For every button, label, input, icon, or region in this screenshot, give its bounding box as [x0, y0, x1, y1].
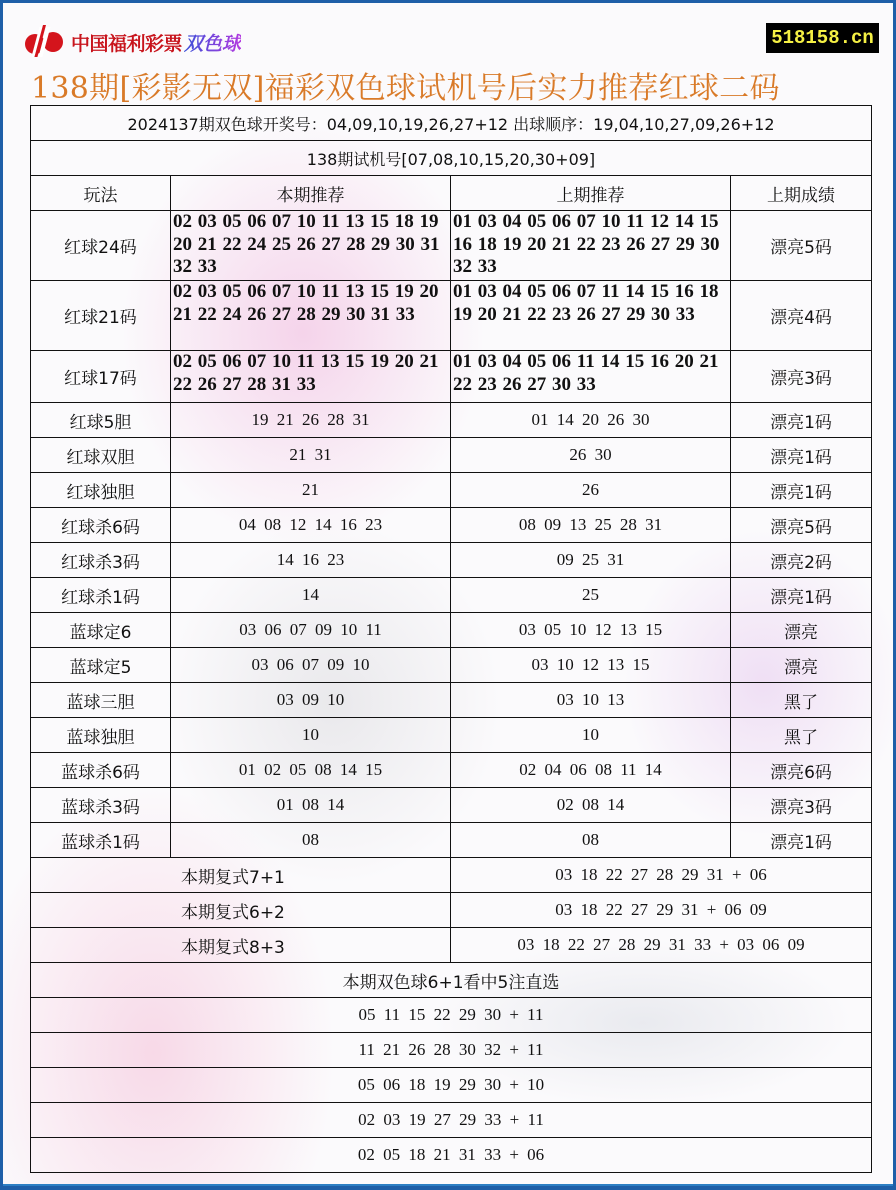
previous-numbers: 02 04 06 08 11 14: [451, 753, 731, 788]
site-badge[interactable]: 518158.cn: [766, 23, 879, 53]
column-header-current: 本期推荐: [171, 176, 451, 211]
current-numbers: 03 06 07 09 10 11: [171, 613, 451, 648]
table-row: [31, 718, 872, 753]
play-type: 红球17码: [31, 351, 171, 403]
pick-numbers: 05 06 18 19 29 30 + 10: [31, 1068, 872, 1103]
previous-numbers: 25: [451, 578, 731, 613]
lottery-logo: [23, 25, 241, 59]
compound-label: 本期复式6+2: [31, 893, 451, 928]
play-type: 红球杀6码: [31, 508, 171, 543]
previous-numbers: 01 03 04 05 06 07 11 14 15 16 18 19 20 21 22 23 26 27 29 30 33: [451, 281, 731, 351]
current-numbers: 21 31: [171, 438, 451, 473]
current-numbers: 21: [171, 473, 451, 508]
column-header-result: 上期成绩: [731, 176, 872, 211]
previous-numbers: 01 03 04 05 06 07 10 11 12 14 15 16 18 19 20 21 22 23 26 27 29 30 32 33: [451, 211, 731, 281]
previous-result: 漂亮3码: [731, 788, 872, 823]
table-row: [31, 753, 872, 788]
previous-numbers: 03 10 13: [451, 683, 731, 718]
column-header-play: 玩法: [31, 176, 171, 211]
draw-info: 2024137期双色球开奖号：04,09,10,19,26,27+12 出球顺序：19,04,10,27,09,26+12: [31, 106, 872, 141]
previous-result: 漂亮5码: [731, 211, 872, 281]
cwl-logo-icon: [23, 25, 67, 59]
table-row: [31, 613, 872, 648]
current-numbers: 02 03 05 06 07 10 11 13 15 18 19 20 21 22 24 25 26 27 28 29 30 31 32 33: [171, 211, 451, 281]
pick-numbers: 05 11 15 22 29 30 + 11: [31, 998, 872, 1033]
compound-row: [31, 858, 872, 893]
previous-result: 漂亮1码: [731, 578, 872, 613]
compound-numbers: 03 18 22 27 29 31 + 06 09: [451, 893, 872, 928]
current-numbers: 03 06 07 09 10: [171, 648, 451, 683]
previous-result: 漂亮5码: [731, 508, 872, 543]
table-row: [31, 351, 872, 403]
previous-numbers: 10: [451, 718, 731, 753]
table-row: [31, 403, 872, 438]
current-numbers: 03 09 10: [171, 683, 451, 718]
table-row: [31, 281, 872, 351]
play-type: 红球杀1码: [31, 578, 171, 613]
pick-row: [31, 1068, 872, 1103]
play-type: 蓝球三胆: [31, 683, 171, 718]
current-numbers: 14 16 23: [171, 543, 451, 578]
previous-numbers: 09 25 31: [451, 543, 731, 578]
current-numbers: 10: [171, 718, 451, 753]
pick-numbers: 02 05 18 21 31 33 + 06: [31, 1138, 872, 1173]
play-type: 蓝球独胆: [31, 718, 171, 753]
previous-result: 漂亮1码: [731, 473, 872, 508]
play-type: 红球独胆: [31, 473, 171, 508]
previous-result: 黑了: [731, 718, 872, 753]
logo-product: 双色球: [184, 29, 241, 56]
previous-numbers: 01 03 04 05 06 11 14 15 16 20 21 22 23 26 27 30 33: [451, 351, 731, 403]
previous-numbers: 03 10 12 13 15: [451, 648, 731, 683]
pick-row: [31, 998, 872, 1033]
trial-number: 138期试机号[07,08,10,15,20,30+09]: [31, 141, 872, 176]
previous-result: 漂亮4码: [731, 281, 872, 351]
play-type: 蓝球定5: [31, 648, 171, 683]
previous-result: 漂亮1码: [731, 403, 872, 438]
play-type: 蓝球杀1码: [31, 823, 171, 858]
current-numbers: 01 08 14: [171, 788, 451, 823]
previous-result: 漂亮: [731, 648, 872, 683]
current-numbers: 02 05 06 07 10 11 13 15 19 20 21 22 26 27 28 31 33: [171, 351, 451, 403]
previous-numbers: 26 30: [451, 438, 731, 473]
pick-row: [31, 1103, 872, 1138]
previous-numbers: 02 08 14: [451, 788, 731, 823]
play-type: 红球21码: [31, 281, 171, 351]
current-numbers: 19 21 26 28 31: [171, 403, 451, 438]
table-row: [31, 648, 872, 683]
compound-numbers: 03 18 22 27 28 29 31 + 06: [451, 858, 872, 893]
pick-row: [31, 1138, 872, 1173]
previous-result: 黑了: [731, 683, 872, 718]
compound-row: [31, 928, 872, 963]
play-type: 蓝球杀6码: [31, 753, 171, 788]
compound-label: 本期复式8+3: [31, 928, 451, 963]
table-row: [31, 578, 872, 613]
play-type: 蓝球定6: [31, 613, 171, 648]
previous-numbers: 01 14 20 26 30: [451, 403, 731, 438]
picks-title-row: [31, 963, 872, 998]
previous-result: 漂亮6码: [731, 753, 872, 788]
table-row: [31, 438, 872, 473]
recommendation-table: [30, 105, 872, 1173]
table-row: [31, 508, 872, 543]
pick-row: [31, 1033, 872, 1068]
play-type: 红球5胆: [31, 403, 171, 438]
current-numbers: 04 08 12 14 16 23: [171, 508, 451, 543]
current-numbers: 02 03 05 06 07 10 11 13 15 19 20 21 22 24 26 27 28 29 30 31 33: [171, 281, 451, 351]
current-numbers: 08: [171, 823, 451, 858]
previous-result: 漂亮2码: [731, 543, 872, 578]
pick-numbers: 02 03 19 27 29 33 + 11: [31, 1103, 872, 1138]
previous-result: 漂亮1码: [731, 438, 872, 473]
previous-result: 漂亮: [731, 613, 872, 648]
play-type: 蓝球杀3码: [31, 788, 171, 823]
compound-numbers: 03 18 22 27 28 29 31 33 + 03 06 09: [451, 928, 872, 963]
play-type: 红球24码: [31, 211, 171, 281]
table-row: [31, 823, 872, 858]
previous-numbers: 03 05 10 12 13 15: [451, 613, 731, 648]
logo-text: 中国福利彩票: [71, 32, 183, 55]
table-row: [31, 473, 872, 508]
trial-number-row: [31, 141, 872, 176]
table-row: [31, 683, 872, 718]
table-row: [31, 543, 872, 578]
previous-result: 漂亮3码: [731, 351, 872, 403]
play-type: 红球双胆: [31, 438, 171, 473]
table-row: [31, 788, 872, 823]
compound-row: [31, 893, 872, 928]
picks-title: 本期双色球6+1看中5注直选: [31, 963, 872, 998]
previous-numbers: 26: [451, 473, 731, 508]
table-header-row: [31, 176, 872, 211]
play-type: 红球杀3码: [31, 543, 171, 578]
previous-numbers: 08 09 13 25 28 31: [451, 508, 731, 543]
previous-numbers: 08: [451, 823, 731, 858]
table-row: [31, 211, 872, 281]
pick-numbers: 11 21 26 28 30 32 + 11: [31, 1033, 872, 1068]
column-header-previous: 上期推荐: [451, 176, 731, 211]
previous-result: 漂亮1码: [731, 823, 872, 858]
current-numbers: 01 02 05 08 14 15: [171, 753, 451, 788]
current-numbers: 14: [171, 578, 451, 613]
draw-info-row: [31, 106, 872, 141]
page-title: 138期[彩影无双]福彩双色球试机号后实力推荐红球二码: [31, 71, 780, 106]
compound-label: 本期复式7+1: [31, 858, 451, 893]
